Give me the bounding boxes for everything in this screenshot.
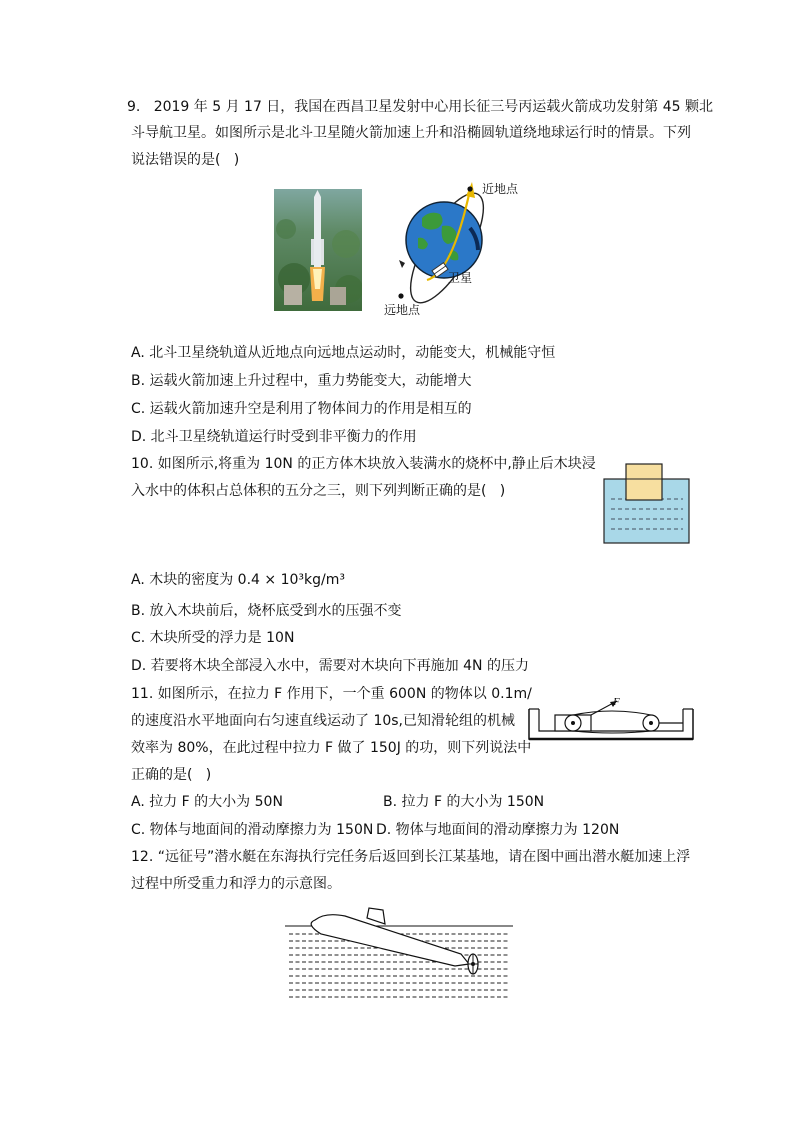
- q9-option-c: C. 运载火箭加速升空是利用了物体间力的作用是相互的: [131, 401, 472, 417]
- q9-option-b: B. 运载火箭加速上升过程中，重力势能变大，动能增大: [131, 373, 472, 389]
- q10-option-b: B. 放入木块前后，烧杯底受到水的压强不变: [131, 603, 402, 619]
- q10-option-d: D. 若要将木块全部浸入水中，需要对木块向下再施加 4N 的压力: [131, 658, 529, 674]
- orbit-diagram: [382, 178, 542, 318]
- q11-option-c: C. 物体与地面间的滑动摩擦力为 150N: [131, 822, 374, 838]
- pulley-diagram: [527, 693, 695, 745]
- q11-option-b: B. 拉力 F 的大小为 150N: [383, 794, 545, 810]
- apogee-label: 远地点: [384, 303, 421, 317]
- q12-line-1: 12. “远征号”潜水艇在东海执行完任务后返回到长江某基地，请在图中画出潜水艇加速上浮: [131, 849, 691, 865]
- q9-option-d: D. 北斗卫星绕轨道运行时受到非平衡力的作用: [131, 429, 417, 445]
- beaker-diagram: [603, 463, 691, 545]
- force-label: F: [613, 696, 620, 708]
- q11-line-2: 的速度沿水平地面向右匀速直线运动了 10s,已知滑轮组的机械: [131, 713, 516, 729]
- q11-option-d: D. 物体与地面间的滑动摩擦力为 120N: [376, 822, 620, 838]
- q10-line-1: 10. 如图所示,将重为 10N 的正方体木块放入装满水的烧杯中,静止后木块浸: [131, 456, 596, 472]
- q11-option-a: A. 拉力 F 的大小为 50N: [131, 794, 283, 810]
- q9-line-1: 9. 2019 年 5 月 17 日，我国在西昌卫星发射中心用长征三号丙运载火箭成功发射第 45 颗北: [127, 99, 714, 115]
- perigee-label: 近地点: [482, 182, 519, 196]
- submarine-diagram: [285, 904, 513, 1000]
- q9-line-2: 斗导航卫星。如图所示是北斗卫星随火箭加速上升和沿椭圆轨道绕地球运行时的情景。下列: [131, 125, 691, 141]
- q12-line-2: 过程中所受重力和浮力的示意图。: [131, 876, 341, 892]
- satellite-label: 卫星: [448, 271, 473, 285]
- q9-line-3: 说法错误的是( ): [131, 152, 240, 168]
- q11-line-3: 效率为 80%，在此过程中拉力 F 做了 150J 的功，则下列说法中: [131, 740, 532, 756]
- q10-line-2: 入水中的体积占总体积的五分之三，则下列判断正确的是( ): [131, 483, 506, 499]
- q11-line-4: 正确的是( ): [131, 767, 212, 783]
- q10-option-c: C. 木块所受的浮力是 10N: [131, 630, 295, 646]
- rocket-launch-photo: [274, 189, 362, 311]
- q9-option-a: A. 北斗卫星绕轨道从近地点向远地点运动时，动能变大，机械能守恒: [131, 345, 556, 361]
- q11-line-1: 11. 如图所示，在拉力 F 作用下，一个重 600N 的物体以 0.1m/: [131, 686, 532, 702]
- q10-option-a: A. 木块的密度为 0.4 × 10³kg/m³: [131, 572, 345, 588]
